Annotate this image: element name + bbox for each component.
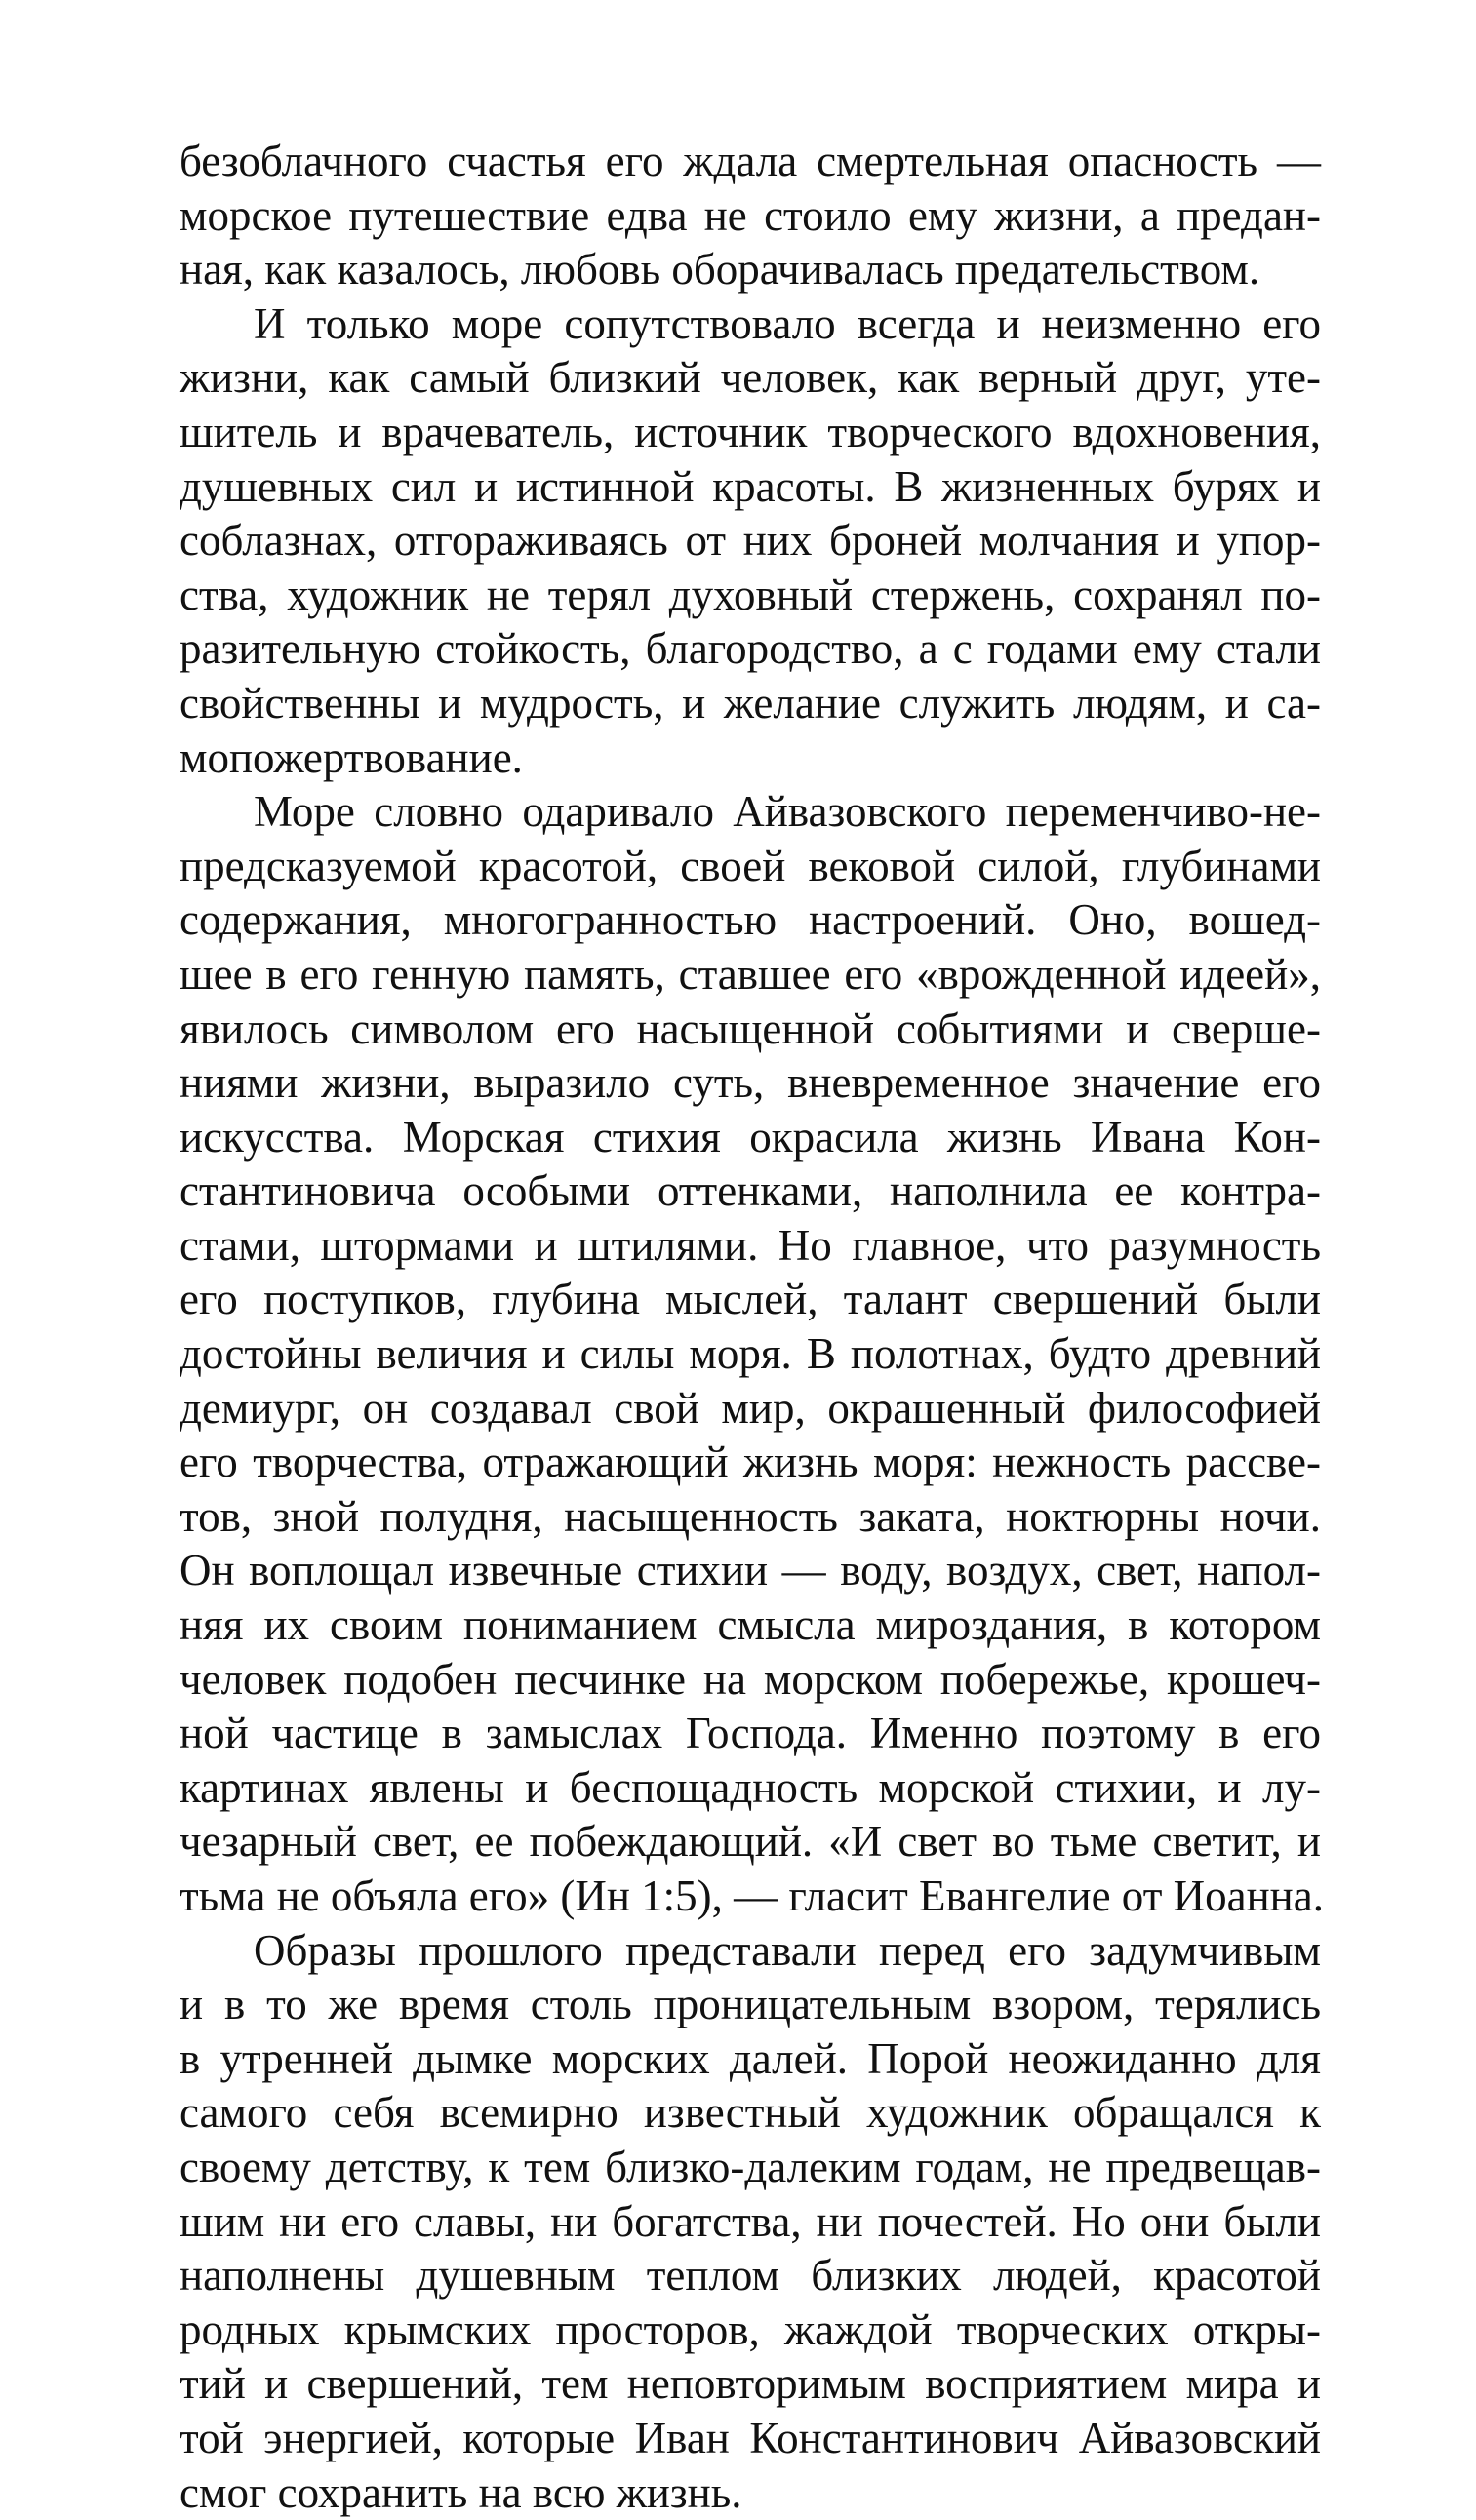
text-line: самого себя всемирно известный художник обращался к bbox=[180, 2088, 1321, 2138]
text-line: содержания, многогранностью настроений. Оно, вошед- bbox=[180, 895, 1321, 945]
text-line: Море словно одаривало Айвазовского переменчиво-не- bbox=[254, 787, 1321, 837]
text-line: ной частице в замыслах Господа. Именно поэтому в его bbox=[180, 1709, 1321, 1758]
text-line: душевных сил и истинной красоты. В жизненных бурях и bbox=[180, 461, 1321, 511]
text-line: предсказуемой красотой, своей вековой силой, глубинами bbox=[180, 841, 1321, 890]
text-line: человек подобен песчинке на морском побережье, крошеч- bbox=[180, 1654, 1321, 1704]
text-line: шее в его генную память, ставшее его «врожденной идеей», bbox=[180, 949, 1321, 999]
text-line: своему детству, к тем близко-далеким годам, не предвещав- bbox=[180, 2142, 1321, 2191]
paragraph-2 bbox=[180, 297, 1321, 785]
text-line: мопожертвование. bbox=[180, 732, 523, 782]
text-line: морское путешествие едва не стоило ему жизни, а предан- bbox=[180, 190, 1321, 240]
text-line: разительную стойкость, благородство, а с годами ему стали bbox=[180, 624, 1321, 674]
text-line: в утренней дымке морских далей. Порой неожиданно для bbox=[180, 2033, 1321, 2083]
text-line: тов, зной полудня, насыщенность заката, ноктюрны ночи. bbox=[180, 1491, 1321, 1541]
text-line: его поступков, глубина мыслей, талант свершений были bbox=[180, 1275, 1321, 1324]
text-line: той энергией, которые Иван Константинович Айвазовский bbox=[180, 2413, 1321, 2462]
paragraph-4 bbox=[180, 1924, 1321, 2520]
text-line: чезарный свет, ее побеждающий. «И свет во тьме светит, и bbox=[180, 1817, 1321, 1867]
text-line: ная, как казалось, любовь оборачивалась предательством. bbox=[180, 245, 1260, 295]
text-line: тьма не объяла его» (Ин 1:5), — гласит Евангелие от Иоанна. bbox=[180, 1871, 1324, 1920]
text-line: свойственны и мудрость, и желание служить людям, и са- bbox=[180, 678, 1321, 728]
text-line: стами, штормами и штилями. Но главное, что разумность bbox=[180, 1220, 1321, 1270]
text-line: достойны величия и силы моря. В полотнах, будто древний bbox=[180, 1329, 1321, 1379]
text-line: стантиновича особыми оттенками, наполнила ее контра- bbox=[180, 1166, 1321, 1216]
text-line: родных крымских просторов, жаждой творческих откры- bbox=[180, 2304, 1321, 2354]
text-line: демиург, он создавал свой мир, окрашенный философией bbox=[180, 1383, 1321, 1433]
text-line: Он воплощал извечные стихии — воду, воздух, свет, напол- bbox=[180, 1546, 1321, 1595]
text-line: Образы прошлого представали перед его задумчивым bbox=[254, 1925, 1321, 1975]
paragraph-3 bbox=[180, 785, 1324, 1923]
text-line: смог сохранить на всю жизнь. bbox=[180, 2467, 742, 2517]
text-line: и в то же время столь проницательным взором, терялись bbox=[180, 1980, 1321, 2029]
text-line: явилось символом его насыщенной событиями и сверше- bbox=[180, 1004, 1321, 1053]
paragraph-1 bbox=[180, 135, 1321, 297]
text-line: няя их своим пониманием смысла мироздания, в котором bbox=[180, 1600, 1321, 1650]
text-line: наполнены душевным теплом близких людей, красотой bbox=[180, 2251, 1321, 2301]
page-body bbox=[180, 135, 1324, 2520]
text-line: ства, художник не терял духовный стержень, сохранял по- bbox=[180, 570, 1321, 619]
text-line: шитель и врачеватель, источник творческого вдохновения, bbox=[180, 407, 1321, 456]
text-line: тий и свершений, тем неповторимым восприятием мира и bbox=[180, 2359, 1321, 2409]
text-line: соблазнах, отгораживаясь от них броней молчания и упор- bbox=[180, 516, 1321, 566]
text-line: искусства. Морская стихия окрасила жизнь Ивана Кон- bbox=[180, 1112, 1321, 1162]
text-line: его творчества, отражающий жизнь моря: нежность рассве- bbox=[180, 1437, 1321, 1487]
text-line: картинах явлены и беспощадность морской стихии, и лу- bbox=[180, 1762, 1321, 1812]
text-line: И только море сопутствовало всегда и неизменно его bbox=[254, 298, 1321, 348]
text-line: жизни, как самый близкий человек, как верный друг, уте- bbox=[180, 353, 1321, 403]
text-line: ниями жизни, выразило суть, вневременное значение его bbox=[180, 1058, 1321, 1108]
text-line: шим ни его славы, ни богатства, ни почестей. Но они были bbox=[180, 2196, 1321, 2246]
text-line: безоблачного счастья его ждала смертельная опасность — bbox=[180, 137, 1321, 185]
